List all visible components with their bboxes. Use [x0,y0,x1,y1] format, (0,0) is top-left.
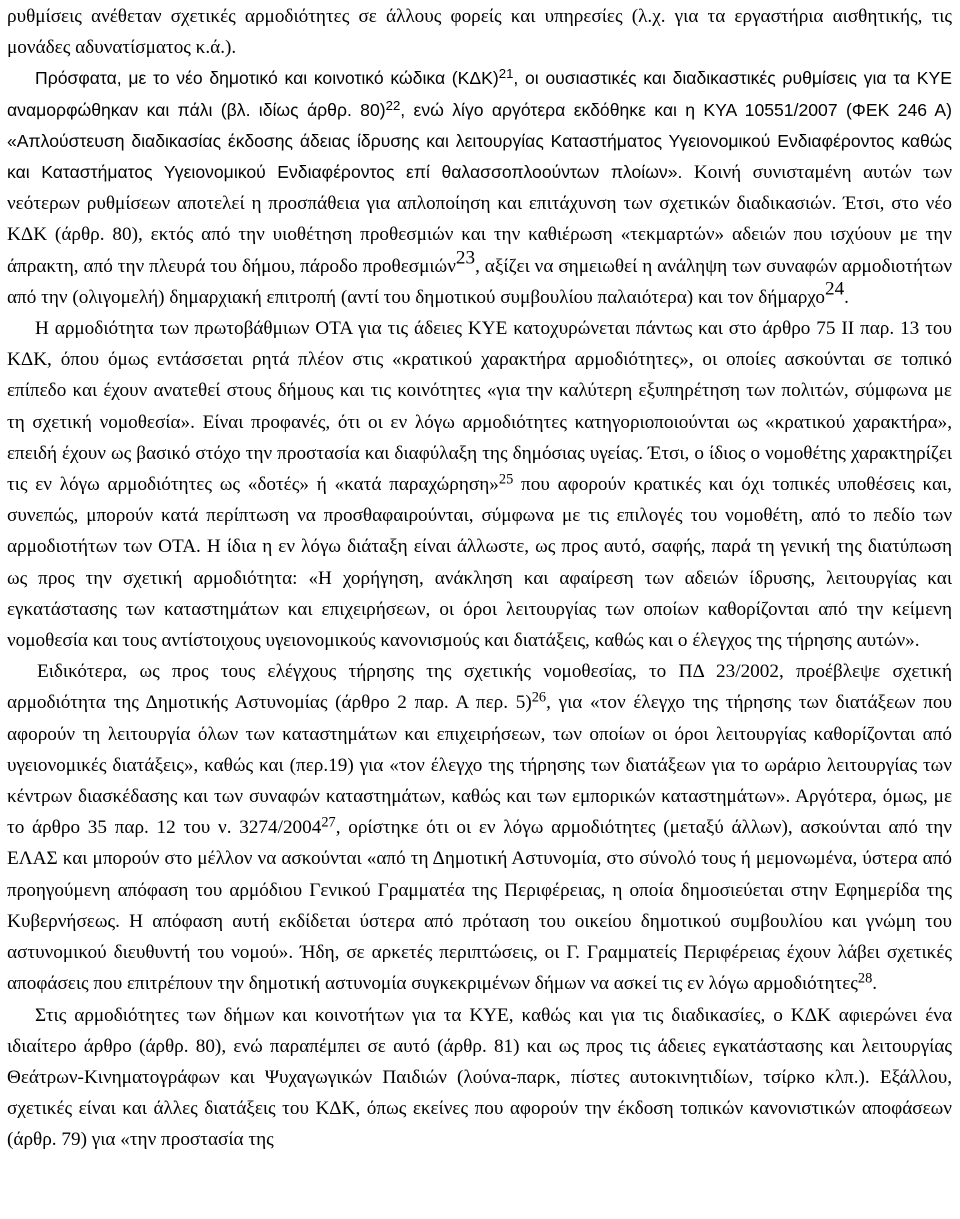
paragraph-5 [7,1000,952,1156]
footnote-ref-21[interactable]: 21 [498,66,514,82]
paragraph-2-text-d: Κοινή συνισταμένη αυτών των νεότερων ρυθμίσεων αποτελεί η προσπάθεια για απλοποίηση και επιτάχυνση των σχετικών διαδικασιών. Έτσι, στο νέο ΚΔΚ (άρθρ. 80), εκτός από την υιοθέτηση προθεσμιών και την καθιέρωση «τεκμαρτών» αδειών που ισχύουν με την άπρακτη, από την πλευρά του δήμου, πάροδο προθεσμιών [7,162,952,277]
paragraph-4-text-c: , ορίστηκε ότι οι εν λόγω αρμοδιότητες (μεταξύ άλλων), ασκούνται από την ΕΛΑΣ και μπορούν στο μέλλον να ασκούνται «από τη Δημοτική Αστυνομία, στο σύνολό τους ή μεμονωμένα, ύστερα από προηγούμενη απόφαση του αρμόδιου Γενικού Γραμματέα της Περιφέρειας, η οποία δημοσιεύεται στην Εφημερίδα της Κυβερνήσεως. Η απόφαση αυτή εκδίδεται ύστερα από πρόταση του οικείου δημοτικού συμβουλίου και γνώμη του αστυνομικού διευθυντή του νομού». Ήδη, σε αρκετές περιπτώσεις, οι Γ. Γραμματείς Περιφέρειας έχουν λάβει σχετικές αποφάσεις που επιτρέπουν την δημοτική αστυνομία συγκεκριμένων δήμων να ασκεί τις εν λόγω αρμοδιότητες [7,817,952,995]
paragraph-2-text-b: , οι ουσιαστικές και διαδικαστικές ρυθμίσεις για τα ΚΥΕ αναμορφώθηκαν και πάλι (βλ. ιδίως άρθρ. 80) [7,68,952,120]
paragraph-4 [7,656,952,999]
paragraph-3-text-a: Η αρμοδιότητα των πρωτοβάθμιων ΟΤΑ για τις άδειες ΚΥΕ κατοχυρώνεται πάντως και στο άρθρο 75 ΙΙ παρ. 13 του ΚΔΚ, όπου όμως εντάσσεται ρητά πλέον στις «κρατικού χαρακτήρα αρμοδιότητες», οι οποίες ασκούνται σε τοπικό επίπεδο και έχουν ανατεθεί στους δήμους και τις κοινότητες «για την καλύτερη εξυπηρέτηση των πολιτών, σύμφωνα με τη σχετική νομοθεσία». Είναι προφανές, ότι οι εν λόγω αρμοδιότητες κατηγοριοποιούνται ως «κρατικού χαρακτήρα», επειδή έχουν ως βασικό στόχο την προστασία και διαφύλαξη της δημόσιας υγείας. Έτσι, ο ίδιος ο νομοθέτης χαρακτηρίζει τις εν λόγω αρμοδιότητες ως «δοτές» ή «κατά παραχώρηση» [7,318,952,496]
paragraph-2-text-c: , ενώ λίγο αργότερα εκδόθηκε και η ΚΥΑ 10551/2007 (ΦΕΚ 246 Α) «Απλούστευση διαδικασίας έκδοσης άδειας ίδρυσης και λειτουργίας Καταστήματος Υγειονομικού Ενδιαφέροντος καθώς και Καταστήματος Υγειονομικού Ενδιαφέροντος επί θαλασσοπλοούντων πλοίων». [7,99,952,183]
paragraph-2 [7,63,952,313]
footnote-ref-27[interactable]: 27 [321,814,336,831]
footnote-ref-23[interactable]: 23 [455,247,476,268]
paragraph-2-text-e: , αξίζει να σημειωθεί η ανάληψη των συναφών αρμοδιοτήτων από την (ολιγομελή) δημαρχιακή επιτροπή (αντί του δημοτικού συμβουλίου παλαιότερα) και τον δήμαρχο [7,255,952,308]
footnote-ref-22[interactable]: 22 [385,97,401,113]
footnote-ref-28[interactable]: 28 [857,970,873,987]
footnote-ref-24[interactable]: 24 [824,278,845,300]
paragraph-5-text: Στις αρμοδιότητες των δήμων και κοινοτήτων για τα ΚΥΕ, καθώς και για τις διαδικασίες, ο ΚΔΚ αφιερώνει ένα ιδιαίτερο άρθρο (άρθρ. 80), ενώ παραπέμπει σε αυτό (άρθρ. 81) και ως προς τις άδειες εγκατάστασης και λειτουργίας Θεάτρων-Κινηματογράφων και Ψυχαγωγικών Παιδιών (λούνα-παρκ, πίστες αυτοκινητιδίων, τσίρκο κλπ.). Εξάλλου, σχετικές είναι και άλλες διατάξεις του ΚΔΚ, όπως εκείνες που αφορούν την έκδοση τοπικών κανονιστικών αποφάσεων (άρθρ. 79) για «την προστασία της [7,1004,952,1151]
paragraph-3 [7,313,952,656]
paragraph-3-text-b: που αφορούν κρατικές και όχι τοπικές υποθέσεις και, συνεπώς, μπορούν κατά περίπτωση να προσθαφαιρούνται, σύμφωνα με τις επιλογές του νομοθέτη, από το πεδίο των αρμοδιοτήτων των ΟΤΑ. Η ίδια η εν λόγω διάταξη είναι άλλωστε, ως προς αυτό, σαφής, παρά τη γενική της διατύπωση ως προς την σχετική αρμοδιότητα: «Η χορήγηση, ανάκληση και αφαίρεση των αδειών ίδρυσης, λειτουργίας και εγκατάστασης των καταστημάτων και επιχειρήσεων, οι όροι λειτουργίας των οποίων καθορίζονται από την κείμενη νομοθεσία και τους αντίστοιχους υγειονομικούς κανονισμούς και διατάξεις, καθώς και ο έλεγχος της τήρησης αυτών». [7,474,952,652]
paragraph-2-text-f: . [844,286,849,308]
paragraph-1-text: ρυθμίσεις ανέθεταν σχετικές αρμοδιότητες σε άλλους φορείς και υπηρεσίες (λ.χ. για τα εργαστήρια αισθητικής, τις μονάδες αδυνατίσματος κ.ά.). [7,6,952,59]
footnote-ref-26[interactable]: 26 [531,690,547,706]
paragraph-4-text-a: Ειδικότερα, ως προς τους ελέγχους τήρησης της σχετικής νομοθεσίας, το ΠΔ 23/2002, προέβλεψε σχετική αρμοδιότητα της Δημοτικής Αστυνομίας (άρθρο 2 παρ. Α περ. 5) [7,661,952,714]
paragraph-1 [7,1,952,63]
paragraph-2-text-a: Πρόσφατα, με το νέο δημοτικό και κοινοτικό κώδικα (ΚΔΚ) [35,68,499,89]
paragraph-4-text-b: , για «τον έλεγχο της τήρησης των διατάξεων που αφορούν τη λειτουργία όλων των καταστημάτων και επιχειρήσεων, των οποίων οι όροι λειτουργίας καθορίζονται από υγειονομικές διατάξεις», καθώς και (περ.19) για «τον έλεγχο της τήρησης των διατάξεων για το ωράριο λειτουργίας των κέντρων διασκέδασης και των συναφών καταστημάτων, καθώς και των εμπορικών καταστημάτων». Αργότερα, όμως, με το άρθρο 35 παρ. 12 του ν. 3274/2004 [7,692,952,839]
footnote-ref-25[interactable]: 25 [498,471,514,488]
paragraph-4-text-d: . [872,973,878,995]
